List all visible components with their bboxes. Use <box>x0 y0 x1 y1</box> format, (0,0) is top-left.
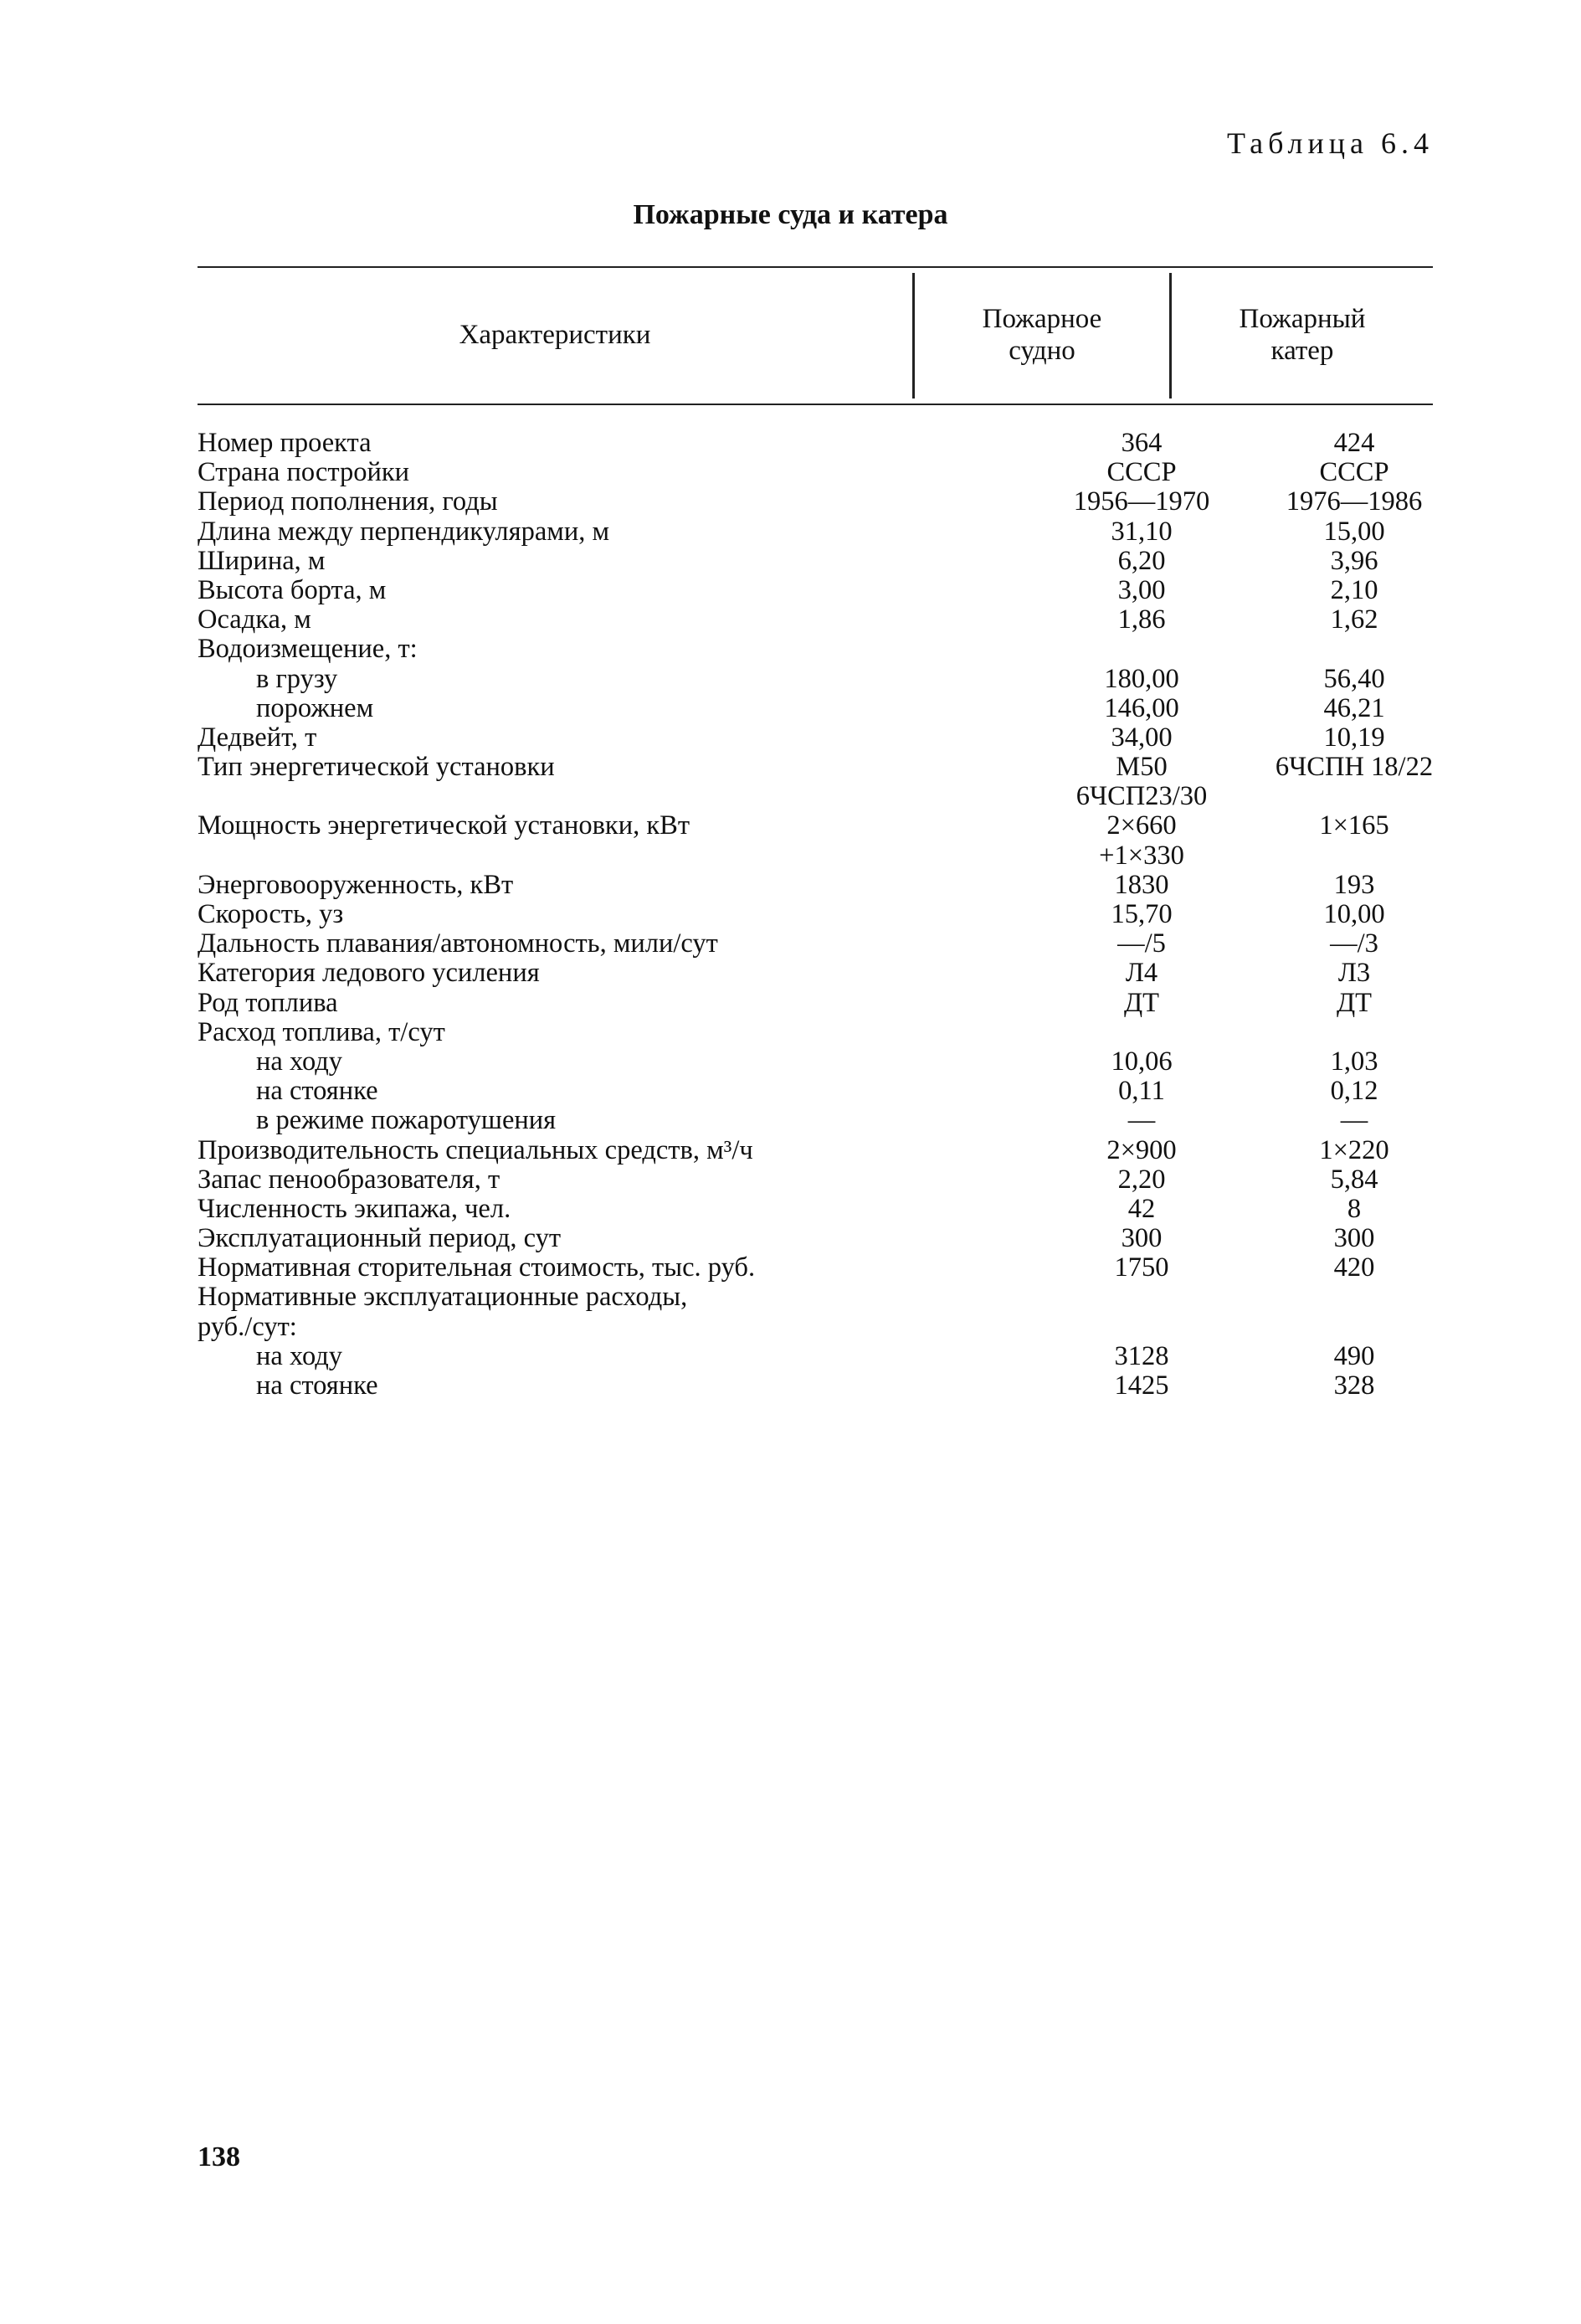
table-top-rule <box>198 266 1433 268</box>
row-label: Численность экипажа, чел. <box>198 1193 511 1224</box>
table-row <box>198 605 1433 635</box>
fire-ship-value: 10,06 <box>1111 1046 1173 1077</box>
fire-ship-value: Л4 <box>1125 958 1158 989</box>
fire-boat-value: 5,84 <box>1330 1164 1378 1195</box>
fire-boat-value: 56,40 <box>1323 663 1385 694</box>
row-label: Высота борта, м <box>198 574 387 605</box>
row-label: на ходу <box>256 1046 343 1077</box>
fire-ship-value: 1425 <box>1114 1370 1169 1401</box>
table-row <box>198 782 1433 811</box>
row-label: Нормативная сторительная стоимость, тыс. руб. <box>198 1252 756 1283</box>
fire-boat-value: 420 <box>1333 1252 1375 1283</box>
fire-boat-value: 3,96 <box>1330 545 1378 576</box>
table-row <box>198 929 1433 959</box>
fire-boat-value: 193 <box>1333 869 1375 900</box>
fire-boat-value: СССР <box>1319 457 1389 488</box>
fire-ship-value: 1,86 <box>1117 604 1166 635</box>
fire-ship-value: М50 <box>1116 752 1168 783</box>
fire-boat-value: 1×165 <box>1319 810 1389 841</box>
row-label: Мощность энергетической установки, кВт <box>198 810 690 841</box>
table-row <box>198 1077 1433 1106</box>
fire-ship-value: ДТ <box>1123 987 1160 1018</box>
row-label: в режиме пожаротушения <box>256 1105 557 1136</box>
row-label: Осадка, м <box>198 604 311 635</box>
row-label: руб./сут: <box>198 1311 297 1342</box>
table-row <box>198 753 1433 782</box>
table-row <box>198 1106 1433 1135</box>
fire-ship-value: —/5 <box>1117 928 1166 959</box>
table-row <box>198 1253 1433 1283</box>
row-label: Водоизмещение, т: <box>198 634 418 665</box>
table-row <box>198 1371 1433 1401</box>
table-row <box>198 487 1433 517</box>
fire-ship-value: 2×900 <box>1106 1134 1177 1165</box>
table-row <box>198 576 1433 605</box>
fire-boat-value: 328 <box>1333 1370 1375 1401</box>
fire-ship-value: — <box>1127 1105 1156 1136</box>
row-label: Скорость, уз <box>198 899 344 929</box>
row-label: Эксплуатационный период, сут <box>198 1223 562 1254</box>
table-row <box>198 989 1433 1018</box>
fire-boat-value: 0,12 <box>1330 1076 1378 1107</box>
fire-boat-value: 46,21 <box>1323 692 1385 723</box>
fire-boat-value: 10,00 <box>1323 899 1385 929</box>
column-header-fire-ship <box>915 273 1169 398</box>
fire-ship-value: 0,11 <box>1118 1076 1165 1107</box>
table-row <box>198 723 1433 753</box>
fire-boat-value: 424 <box>1333 428 1375 458</box>
table-row <box>198 811 1433 841</box>
row-label: Дальность плавания/автономность, мили/сут <box>198 928 718 959</box>
row-label: Период пополнения, годы <box>198 486 498 517</box>
table-row <box>198 1283 1433 1312</box>
header-bottom-rule <box>198 404 1433 405</box>
fire-ship-value: 180,00 <box>1104 663 1179 694</box>
table-row <box>198 665 1433 694</box>
fire-ship-value: 1830 <box>1114 869 1169 900</box>
fire-ship-value: 42 <box>1127 1193 1156 1224</box>
table-row <box>198 959 1433 988</box>
fire-ship-value: 6,20 <box>1117 545 1166 576</box>
fire-ship-value: 1750 <box>1114 1252 1169 1283</box>
fire-ship-value: 2×660 <box>1106 810 1177 841</box>
table-title: Пожарные суда и катера <box>633 199 948 230</box>
table-row <box>198 1165 1433 1195</box>
table-row <box>198 547 1433 576</box>
fire-ship-value: 34,00 <box>1111 722 1173 753</box>
row-label: Нормативные эксплуатационные расходы, <box>198 1282 688 1313</box>
row-label: Ширина, м <box>198 545 326 576</box>
table-row <box>198 517 1433 547</box>
fire-boat-value: 300 <box>1333 1223 1375 1254</box>
fire-boat-value: 6ЧСПН 18/22 <box>1275 752 1434 783</box>
row-label: на стоянке <box>256 1370 378 1401</box>
row-label: Номер проекта <box>198 428 372 458</box>
table-row <box>198 429 1433 458</box>
table-row <box>198 1224 1433 1253</box>
column-header-fire-boat <box>1172 273 1433 398</box>
fire-boat-value: —/3 <box>1330 928 1378 959</box>
table-label: Таблица 6.4 <box>1227 126 1434 160</box>
table-row <box>198 871 1433 900</box>
table-row <box>198 694 1433 723</box>
fire-boat-value: 2,10 <box>1330 574 1378 605</box>
table-row <box>198 1342 1433 1371</box>
row-label: на стоянке <box>256 1076 378 1107</box>
row-label: Длина между перпендикулярами, м <box>198 516 610 547</box>
fire-boat-value: Л3 <box>1337 958 1371 989</box>
fire-boat-value: — <box>1340 1105 1368 1136</box>
column-header-fire-boat-text: Пожарный катер <box>1239 304 1366 366</box>
fire-boat-value: 1×220 <box>1319 1134 1389 1165</box>
table-row <box>198 900 1433 929</box>
row-label: Энерговооруженность, кВт <box>198 869 514 900</box>
table-row <box>198 841 1433 871</box>
row-label: порожнем <box>256 692 374 723</box>
fire-ship-value: 300 <box>1121 1223 1163 1254</box>
row-label: Категория ледового усиления <box>198 958 540 989</box>
fire-boat-value: 8 <box>1347 1193 1362 1224</box>
fire-ship-value: СССР <box>1106 457 1177 488</box>
fire-boat-value: 10,19 <box>1323 722 1385 753</box>
row-label: в грузу <box>256 663 338 694</box>
row-label: на ходу <box>256 1340 343 1371</box>
fire-ship-value: 146,00 <box>1104 692 1179 723</box>
fire-ship-value: +1×330 <box>1099 840 1184 871</box>
row-label: Тип энергетической установки <box>198 752 555 783</box>
column-header-fire-ship-text: Пожарное судно <box>982 304 1102 366</box>
table-row <box>198 635 1433 664</box>
fire-ship-value: 15,70 <box>1111 899 1173 929</box>
table-row <box>198 1047 1433 1077</box>
row-label: Род топлива <box>198 987 338 1018</box>
row-label: Производительность специальных средств, м³/ч <box>198 1134 753 1165</box>
fire-ship-value: 364 <box>1121 428 1163 458</box>
fire-ship-value: 3128 <box>1114 1340 1169 1371</box>
table-row <box>198 1313 1433 1342</box>
fire-ship-value: 31,10 <box>1111 516 1173 547</box>
fire-boat-value: 1,03 <box>1330 1046 1378 1077</box>
column-header-characteristics <box>198 273 912 398</box>
table-row <box>198 1136 1433 1165</box>
fire-boat-value: ДТ <box>1336 987 1373 1018</box>
column-header-characteristics-text: Характеристики <box>459 320 651 351</box>
table-body <box>198 429 1433 1401</box>
fire-ship-value: 1956—1970 <box>1073 486 1210 517</box>
row-label: Запас пенообразователя, т <box>198 1164 500 1195</box>
table-row <box>198 1195 1433 1224</box>
fire-ship-value: 2,20 <box>1117 1164 1166 1195</box>
fire-boat-value: 1976—1986 <box>1286 486 1423 517</box>
table-row <box>198 458 1433 487</box>
row-label: Расход топлива, т/сут <box>198 1016 445 1047</box>
fire-ship-value: 6ЧСП23/30 <box>1075 781 1208 812</box>
row-label: Дедвейт, т <box>198 722 317 753</box>
fire-boat-value: 490 <box>1333 1340 1375 1371</box>
page-number: 138 <box>198 2141 240 2172</box>
fire-boat-value: 15,00 <box>1323 516 1385 547</box>
table-row <box>198 1018 1433 1047</box>
fire-boat-value: 1,62 <box>1330 604 1378 635</box>
row-label: Страна постройки <box>198 457 410 488</box>
fire-ship-value: 3,00 <box>1117 574 1166 605</box>
